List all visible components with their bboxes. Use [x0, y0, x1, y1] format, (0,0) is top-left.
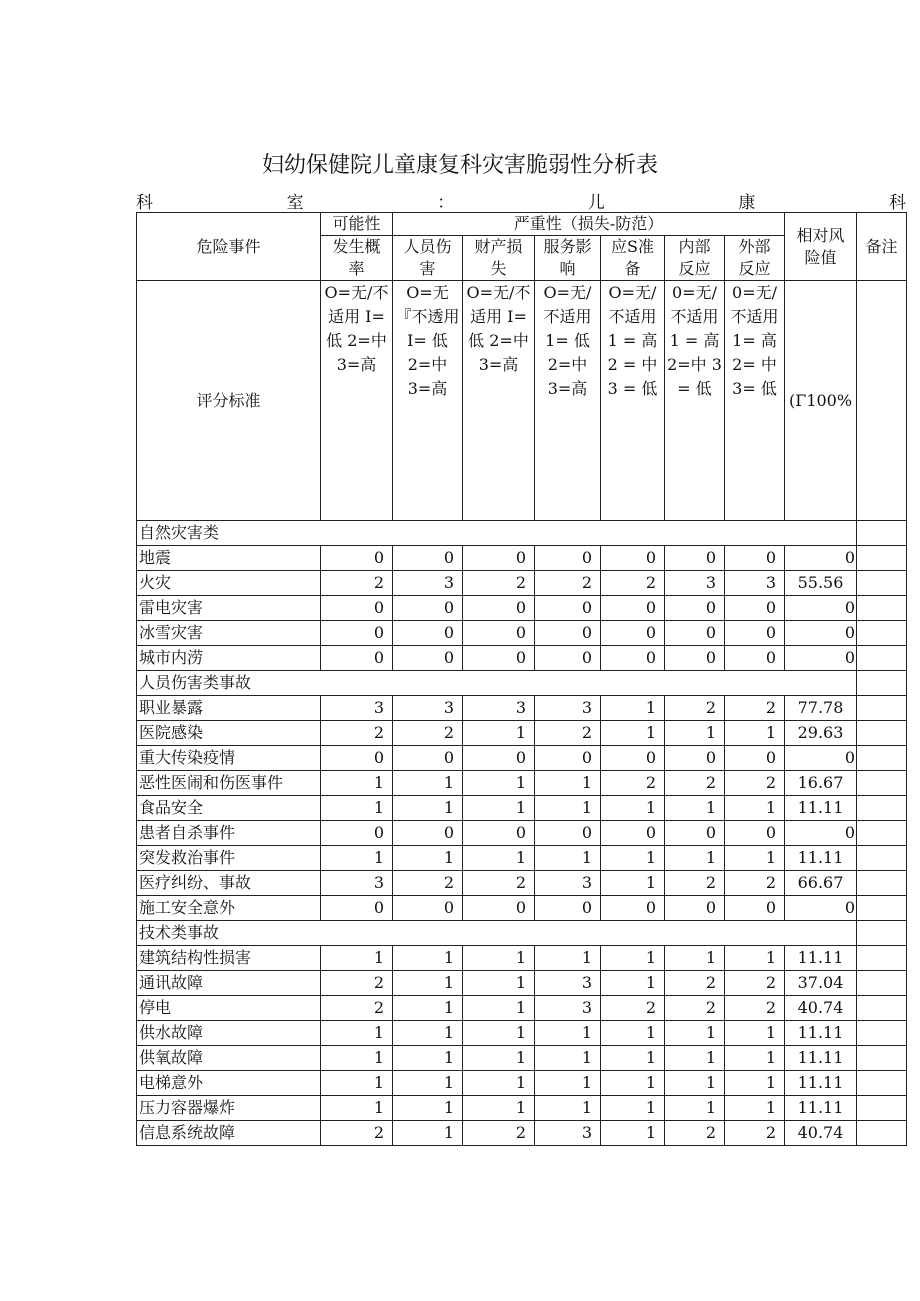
category-name: 技术类事故	[137, 921, 857, 946]
score-cell: 0	[601, 546, 665, 571]
category-name: 人员伤害类事故	[137, 671, 857, 696]
score-cell: 1	[321, 1021, 393, 1046]
score-cell: 2	[321, 996, 393, 1021]
score-cell: 3	[393, 696, 463, 721]
note-cell	[857, 596, 907, 621]
score-cell: 1	[535, 1046, 601, 1071]
score-cell: 1	[463, 946, 535, 971]
score-cell: 0	[463, 896, 535, 921]
risk-value: 0	[785, 546, 857, 571]
score-cell: 1	[393, 996, 463, 1021]
note-cell	[857, 696, 907, 721]
event-name: 施工安全意外	[137, 896, 321, 921]
risk-value: 0	[785, 746, 857, 771]
score-cell: 0	[535, 646, 601, 671]
score-cell: 3	[535, 696, 601, 721]
score-cell: 0	[725, 821, 785, 846]
event-name: 供水故障	[137, 1021, 321, 1046]
event-name: 供氧故障	[137, 1046, 321, 1071]
score-cell: 0	[601, 596, 665, 621]
table-row	[137, 696, 907, 721]
category-row	[137, 521, 907, 546]
score-cell: 1	[463, 846, 535, 871]
score-cell: 1	[725, 946, 785, 971]
score-cell: 1	[393, 846, 463, 871]
event-name: 信息系统故障	[137, 1121, 321, 1146]
score-cell: 0	[665, 546, 725, 571]
score-cell: 2	[665, 1121, 725, 1146]
score-cell: 3	[463, 696, 535, 721]
score-cell: 1	[321, 1046, 393, 1071]
note-cell	[857, 1021, 907, 1046]
risk-value: 37.04	[785, 971, 857, 996]
score-cell: 2	[321, 721, 393, 746]
score-cell: 0	[321, 596, 393, 621]
table-row	[137, 646, 907, 671]
score-cell: 1	[393, 971, 463, 996]
score-cell: 1	[463, 721, 535, 746]
category-row	[137, 921, 907, 946]
header-event: 危险事件	[137, 213, 321, 281]
event-name: 患者自杀事件	[137, 821, 321, 846]
score-cell: 0	[665, 646, 725, 671]
note-cell	[857, 746, 907, 771]
score-cell: 0	[393, 596, 463, 621]
score-cell: 0	[601, 821, 665, 846]
note-cell	[857, 871, 907, 896]
score-cell: 1	[601, 721, 665, 746]
score-cell: 2	[725, 1121, 785, 1146]
score-cell: 0	[725, 896, 785, 921]
note-cell	[857, 796, 907, 821]
score-cell: 1	[321, 796, 393, 821]
score-cell: 1	[601, 1071, 665, 1096]
score-cell: 0	[321, 546, 393, 571]
header-col: 服务影响	[535, 236, 601, 281]
note-cell	[857, 1096, 907, 1121]
score-cell: 1	[321, 1096, 393, 1121]
score-cell: 2	[725, 996, 785, 1021]
event-name: 雷电灾害	[137, 596, 321, 621]
score-cell: 1	[601, 971, 665, 996]
score-cell: 1	[665, 1071, 725, 1096]
score-cell: 1	[665, 1046, 725, 1071]
score-cell: 2	[665, 971, 725, 996]
score-cell: 1	[665, 721, 725, 746]
header-col: 内部反应	[665, 236, 725, 281]
score-cell: 3	[535, 996, 601, 1021]
risk-value: 40.74	[785, 996, 857, 1021]
score-cell: 0	[463, 596, 535, 621]
score-cell: 1	[321, 946, 393, 971]
score-cell: 1	[535, 796, 601, 821]
score-cell: 0	[725, 546, 785, 571]
score-cell: 1	[463, 971, 535, 996]
score-cell: 2	[463, 571, 535, 596]
risk-value: 29.63	[785, 721, 857, 746]
risk-value: 0	[785, 596, 857, 621]
score-cell: 0	[665, 596, 725, 621]
score-cell: 3	[321, 696, 393, 721]
event-name: 冰雪灾害	[137, 621, 321, 646]
table-row	[137, 871, 907, 896]
risk-value: 66.67	[785, 871, 857, 896]
page-title: 妇幼保健院儿童康复科灾害脆弱性分析表	[261, 153, 658, 178]
score-cell: 0	[393, 746, 463, 771]
department-char: 科	[136, 193, 153, 213]
header-col: 外部反应	[725, 236, 785, 281]
note-cell	[857, 521, 907, 546]
table-row	[137, 1021, 907, 1046]
score-cell: 1	[393, 946, 463, 971]
risk-value: 16.67	[785, 771, 857, 796]
score-cell: 3	[535, 971, 601, 996]
score-cell: 1	[725, 1071, 785, 1096]
event-name: 地震	[137, 546, 321, 571]
event-name: 医疗纠纷、事故	[137, 871, 321, 896]
score-cell: 1	[601, 1121, 665, 1146]
note-cell	[857, 996, 907, 1021]
score-cell: 1	[393, 771, 463, 796]
event-name: 职业暴露	[137, 696, 321, 721]
score-cell: 1	[725, 1096, 785, 1121]
score-cell: 0	[393, 546, 463, 571]
note-cell	[857, 971, 907, 996]
score-cell: 0	[463, 546, 535, 571]
score-cell: 0	[463, 646, 535, 671]
score-cell: 0	[601, 646, 665, 671]
score-cell: 0	[725, 746, 785, 771]
table-row	[137, 946, 907, 971]
score-cell: 0	[601, 746, 665, 771]
score-cell: 1	[725, 1021, 785, 1046]
criteria-cell: O=无/不适用 1= 低 2=中 3=高	[535, 281, 601, 521]
score-cell: 0	[725, 621, 785, 646]
score-cell: 0	[393, 896, 463, 921]
score-cell: 1	[665, 1021, 725, 1046]
department-char: 康	[738, 193, 756, 213]
score-cell: 2	[665, 996, 725, 1021]
score-cell: 2	[725, 971, 785, 996]
score-cell: 2	[665, 771, 725, 796]
score-cell: 1	[463, 996, 535, 1021]
risk-value: 11.11	[785, 946, 857, 971]
header-col: 发生概率	[321, 236, 393, 281]
score-cell: 1	[725, 1046, 785, 1071]
score-cell: 0	[535, 896, 601, 921]
table-row	[137, 971, 907, 996]
score-cell: 1	[463, 796, 535, 821]
score-cell: 0	[601, 621, 665, 646]
note-cell	[857, 571, 907, 596]
event-name: 压力容器爆炸	[137, 1096, 321, 1121]
score-cell: 2	[665, 696, 725, 721]
event-name: 重大传染疫情	[137, 746, 321, 771]
score-cell: 2	[393, 721, 463, 746]
risk-value: 0	[785, 821, 857, 846]
header-note: 备注	[857, 213, 907, 281]
note-cell	[857, 771, 907, 796]
score-cell: 0	[665, 896, 725, 921]
score-cell: 1	[665, 946, 725, 971]
event-name: 医院感染	[137, 721, 321, 746]
score-cell: 1	[601, 871, 665, 896]
note-cell	[857, 721, 907, 746]
score-cell: 0	[321, 746, 393, 771]
table-row	[137, 1121, 907, 1146]
table-row	[137, 1071, 907, 1096]
note-cell	[857, 921, 907, 946]
score-cell: 3	[393, 571, 463, 596]
score-cell: 1	[535, 846, 601, 871]
score-cell: 1	[321, 771, 393, 796]
score-cell: 1	[393, 1071, 463, 1096]
risk-value: 11.11	[785, 796, 857, 821]
event-name: 停电	[137, 996, 321, 1021]
risk-value: 40.74	[785, 1121, 857, 1146]
score-cell: 1	[463, 1021, 535, 1046]
score-cell: 2	[463, 1121, 535, 1146]
score-cell: 2	[463, 871, 535, 896]
note-cell	[857, 1071, 907, 1096]
note-cell	[857, 546, 907, 571]
score-cell: 2	[725, 871, 785, 896]
category-row	[137, 671, 907, 696]
score-cell: 1	[665, 796, 725, 821]
score-cell: 0	[463, 746, 535, 771]
risk-value: 11.11	[785, 1096, 857, 1121]
table-row	[137, 996, 907, 1021]
score-cell: 1	[601, 1021, 665, 1046]
score-cell: 2	[725, 771, 785, 796]
score-cell: 2	[601, 771, 665, 796]
table-row	[137, 1046, 907, 1071]
criteria-note	[857, 281, 907, 521]
score-cell: 2	[535, 571, 601, 596]
header-col: 人员伤害	[393, 236, 463, 281]
header-col: 财产损失	[463, 236, 535, 281]
score-cell: 3	[321, 871, 393, 896]
header-col: 应S准备	[601, 236, 665, 281]
header-severity: 严重性（损失-防范）	[393, 213, 785, 236]
score-cell: 3	[665, 571, 725, 596]
criteria-cell: O=无/不适用 I=低 2=中 3=高	[321, 281, 393, 521]
score-cell: 0	[535, 546, 601, 571]
event-name: 建筑结构性损害	[137, 946, 321, 971]
table-row	[137, 821, 907, 846]
risk-value: 11.11	[785, 1021, 857, 1046]
risk-value: 0	[785, 621, 857, 646]
score-cell: 1	[393, 1046, 463, 1071]
vulnerability-table	[136, 212, 907, 1146]
note-cell	[857, 1046, 907, 1071]
score-cell: 0	[535, 596, 601, 621]
score-cell: 1	[535, 1021, 601, 1046]
risk-value: 11.11	[785, 1071, 857, 1096]
score-cell: 0	[665, 821, 725, 846]
score-cell: 0	[463, 821, 535, 846]
header-relative-risk: 相对风险值	[785, 213, 857, 281]
department-line	[136, 188, 906, 212]
score-cell: 2	[535, 721, 601, 746]
risk-value: 0	[785, 646, 857, 671]
score-cell: 1	[535, 1096, 601, 1121]
table-row	[137, 896, 907, 921]
criteria-cell: 0=无/不适用 1= 高 2= 中 3= 低	[725, 281, 785, 521]
score-cell: 0	[321, 896, 393, 921]
score-cell: 1	[725, 846, 785, 871]
score-cell: 0	[393, 821, 463, 846]
event-name: 城市内涝	[137, 646, 321, 671]
score-cell: 1	[321, 1071, 393, 1096]
score-cell: 1	[601, 846, 665, 871]
score-cell: 2	[601, 571, 665, 596]
criteria-cell: O=无/不适用 1 = 高 2 = 中 3 = 低	[601, 281, 665, 521]
department-char: 科	[888, 193, 906, 213]
score-cell: 1	[321, 846, 393, 871]
score-cell: 1	[665, 846, 725, 871]
score-cell: 3	[725, 571, 785, 596]
score-cell: 1	[665, 1096, 725, 1121]
note-cell	[857, 946, 907, 971]
table-row	[137, 621, 907, 646]
score-cell: 1	[463, 1046, 535, 1071]
criteria-cell: O=无/不适用 I=低 2=中 3=高	[463, 281, 535, 521]
criteria-label: 评分标准	[137, 281, 321, 521]
table-row	[137, 746, 907, 771]
score-cell: 3	[535, 1121, 601, 1146]
note-cell	[857, 846, 907, 871]
score-cell: 1	[393, 796, 463, 821]
score-cell: 1	[601, 946, 665, 971]
score-cell: 2	[393, 871, 463, 896]
score-cell: 0	[535, 821, 601, 846]
table-row	[137, 721, 907, 746]
score-cell: 0	[725, 596, 785, 621]
score-cell: 1	[535, 771, 601, 796]
score-cell: 2	[601, 996, 665, 1021]
score-cell: 1	[601, 796, 665, 821]
risk-value: 55.56	[785, 571, 857, 596]
score-cell: 1	[463, 1096, 535, 1121]
score-cell: 0	[665, 746, 725, 771]
score-cell: 0	[321, 821, 393, 846]
note-cell	[857, 646, 907, 671]
event-name: 突发救治事件	[137, 846, 321, 871]
criteria-risk: (Γ100%	[785, 281, 857, 521]
note-cell	[857, 621, 907, 646]
score-cell: 2	[321, 971, 393, 996]
note-cell	[857, 671, 907, 696]
score-cell: 1	[393, 1021, 463, 1046]
score-cell: 0	[535, 746, 601, 771]
table-row	[137, 596, 907, 621]
score-cell: 1	[601, 1046, 665, 1071]
score-cell: 1	[725, 721, 785, 746]
department-char: ：	[437, 193, 455, 213]
score-cell: 0	[463, 621, 535, 646]
note-cell	[857, 821, 907, 846]
table-row	[137, 1096, 907, 1121]
risk-value: 77.78	[785, 696, 857, 721]
event-name: 恶性医闹和伤医事件	[137, 771, 321, 796]
score-cell: 1	[535, 946, 601, 971]
score-cell: 2	[725, 696, 785, 721]
score-cell: 1	[463, 1071, 535, 1096]
criteria-cell: O=无『不透用 I= 低 2=中 3=高	[393, 281, 463, 521]
score-cell: 1	[463, 771, 535, 796]
score-cell: 2	[321, 1121, 393, 1146]
score-cell: 0	[321, 646, 393, 671]
table-row	[137, 796, 907, 821]
event-name: 火灾	[137, 571, 321, 596]
score-cell: 0	[393, 646, 463, 671]
score-cell: 1	[393, 1096, 463, 1121]
table-row	[137, 546, 907, 571]
score-cell: 2	[665, 871, 725, 896]
header-likelihood: 可能性	[321, 213, 393, 236]
score-cell: 1	[601, 696, 665, 721]
note-cell	[857, 896, 907, 921]
risk-value: 0	[785, 896, 857, 921]
score-cell: 1	[393, 1121, 463, 1146]
department-char: 室	[286, 193, 304, 213]
risk-value: 11.11	[785, 1046, 857, 1071]
event-name: 食品安全	[137, 796, 321, 821]
score-cell: 3	[535, 871, 601, 896]
event-name: 电梯意外	[137, 1071, 321, 1096]
event-name: 通讯故障	[137, 971, 321, 996]
score-cell: 0	[321, 621, 393, 646]
score-cell: 1	[601, 1096, 665, 1121]
score-cell: 1	[725, 796, 785, 821]
score-cell: 0	[725, 646, 785, 671]
criteria-cell: 0=无/不适用 1 = 高 2=中 3 = 低	[665, 281, 725, 521]
risk-value: 11.11	[785, 846, 857, 871]
category-name: 自然灾害类	[137, 521, 857, 546]
score-cell: 0	[665, 621, 725, 646]
table-row	[137, 846, 907, 871]
score-cell: 0	[393, 621, 463, 646]
score-cell: 1	[535, 1071, 601, 1096]
score-cell: 0	[601, 896, 665, 921]
table-row	[137, 771, 907, 796]
score-cell: 2	[321, 571, 393, 596]
score-cell: 0	[535, 621, 601, 646]
table-row	[137, 571, 907, 596]
department-char: 儿	[587, 193, 605, 213]
note-cell	[857, 1121, 907, 1146]
